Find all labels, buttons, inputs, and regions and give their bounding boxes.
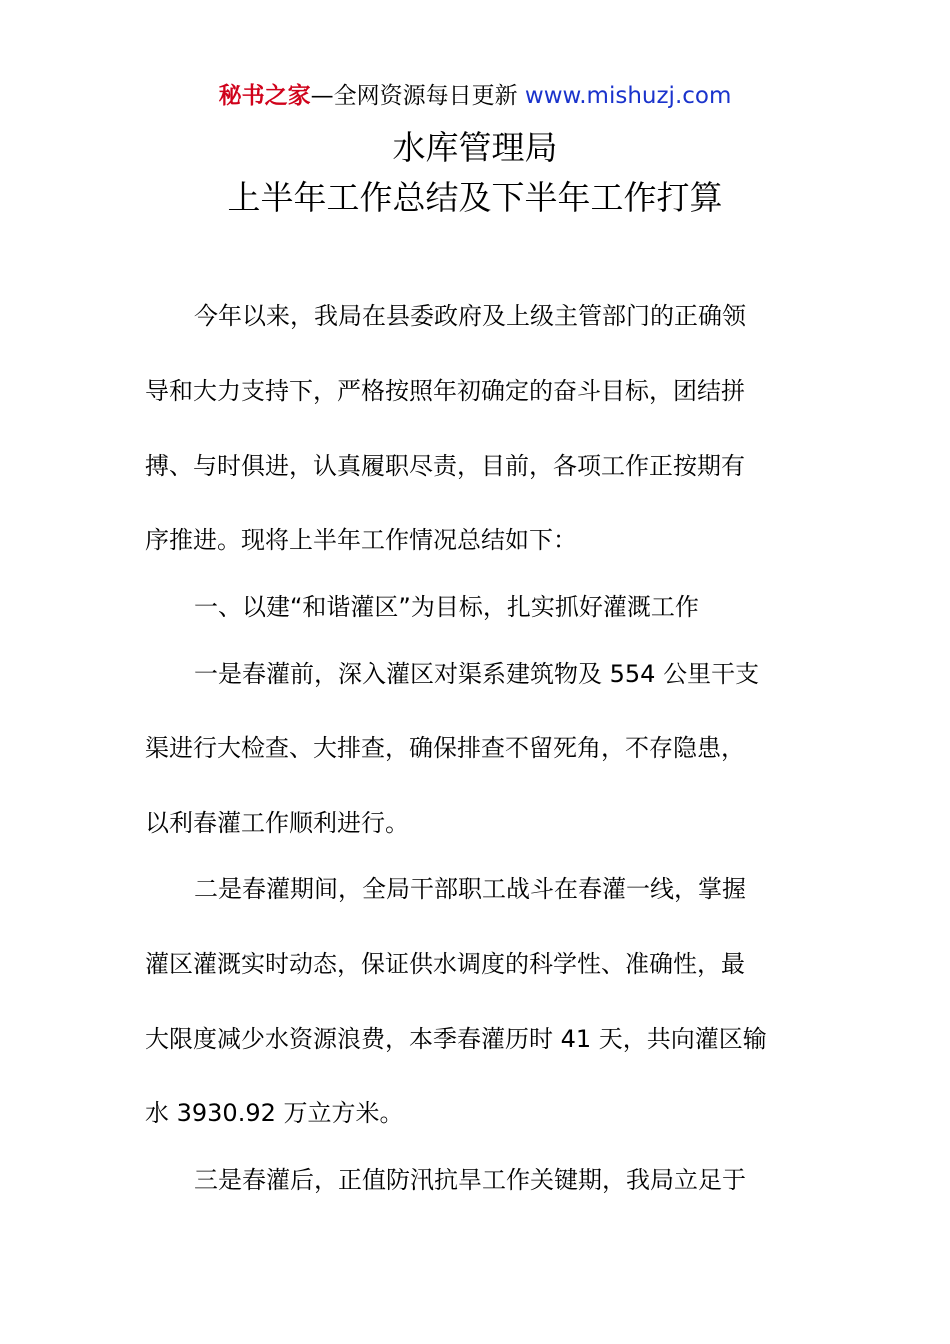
- site-url-link[interactable]: www.mishuzj.com: [524, 83, 732, 109]
- paragraph-line: 今年以来，我局在县委政府及上级主管部门的正确领: [194, 302, 746, 330]
- paragraph-line: 二是春灌期间，全局干部职工战斗在春灌一线，掌握: [194, 875, 746, 903]
- section-heading: 一、以建“和谐灌区”为目标，扎实抓好灌溉工作: [194, 593, 699, 621]
- site-brand: 秘书之家: [218, 83, 311, 109]
- site-header: [0, 80, 950, 112]
- document-title-line-1: 水库管理局: [392, 128, 558, 167]
- paragraph-line: 水 3930.92 万立方米。: [145, 1099, 404, 1127]
- site-tagline: —全网资源每日更新: [310, 83, 525, 109]
- paragraph-line: 灌区灌溉实时动态，保证供水调度的科学性、准确性，最: [145, 950, 745, 978]
- paragraph-line: 序推进。现将上半年工作情况总结如下：: [145, 526, 577, 554]
- paragraph-line: 渠进行大检查、大排查，确保排查不留死角，不存隐患，: [145, 734, 745, 762]
- paragraph-line: 导和大力支持下，严格按照年初确定的奋斗目标，团结拼: [145, 377, 745, 405]
- document-title-line-2: 上半年工作总结及下半年工作打算: [227, 178, 723, 217]
- paragraph-line: 以利春灌工作顺利进行。: [145, 809, 409, 837]
- paragraph-line: 搏、与时俱进，认真履职尽责，目前，各项工作正按期有: [145, 452, 745, 480]
- paragraph-line: 大限度减少水资源浪费，本季春灌历时 41 天，共向灌区输: [145, 1025, 767, 1053]
- paragraph-line: 三是春灌后，正值防汛抗旱工作关键期，我局立足于: [194, 1166, 746, 1194]
- paragraph-line: 一是春灌前，深入灌区对渠系建筑物及 554 公里干支: [194, 660, 760, 688]
